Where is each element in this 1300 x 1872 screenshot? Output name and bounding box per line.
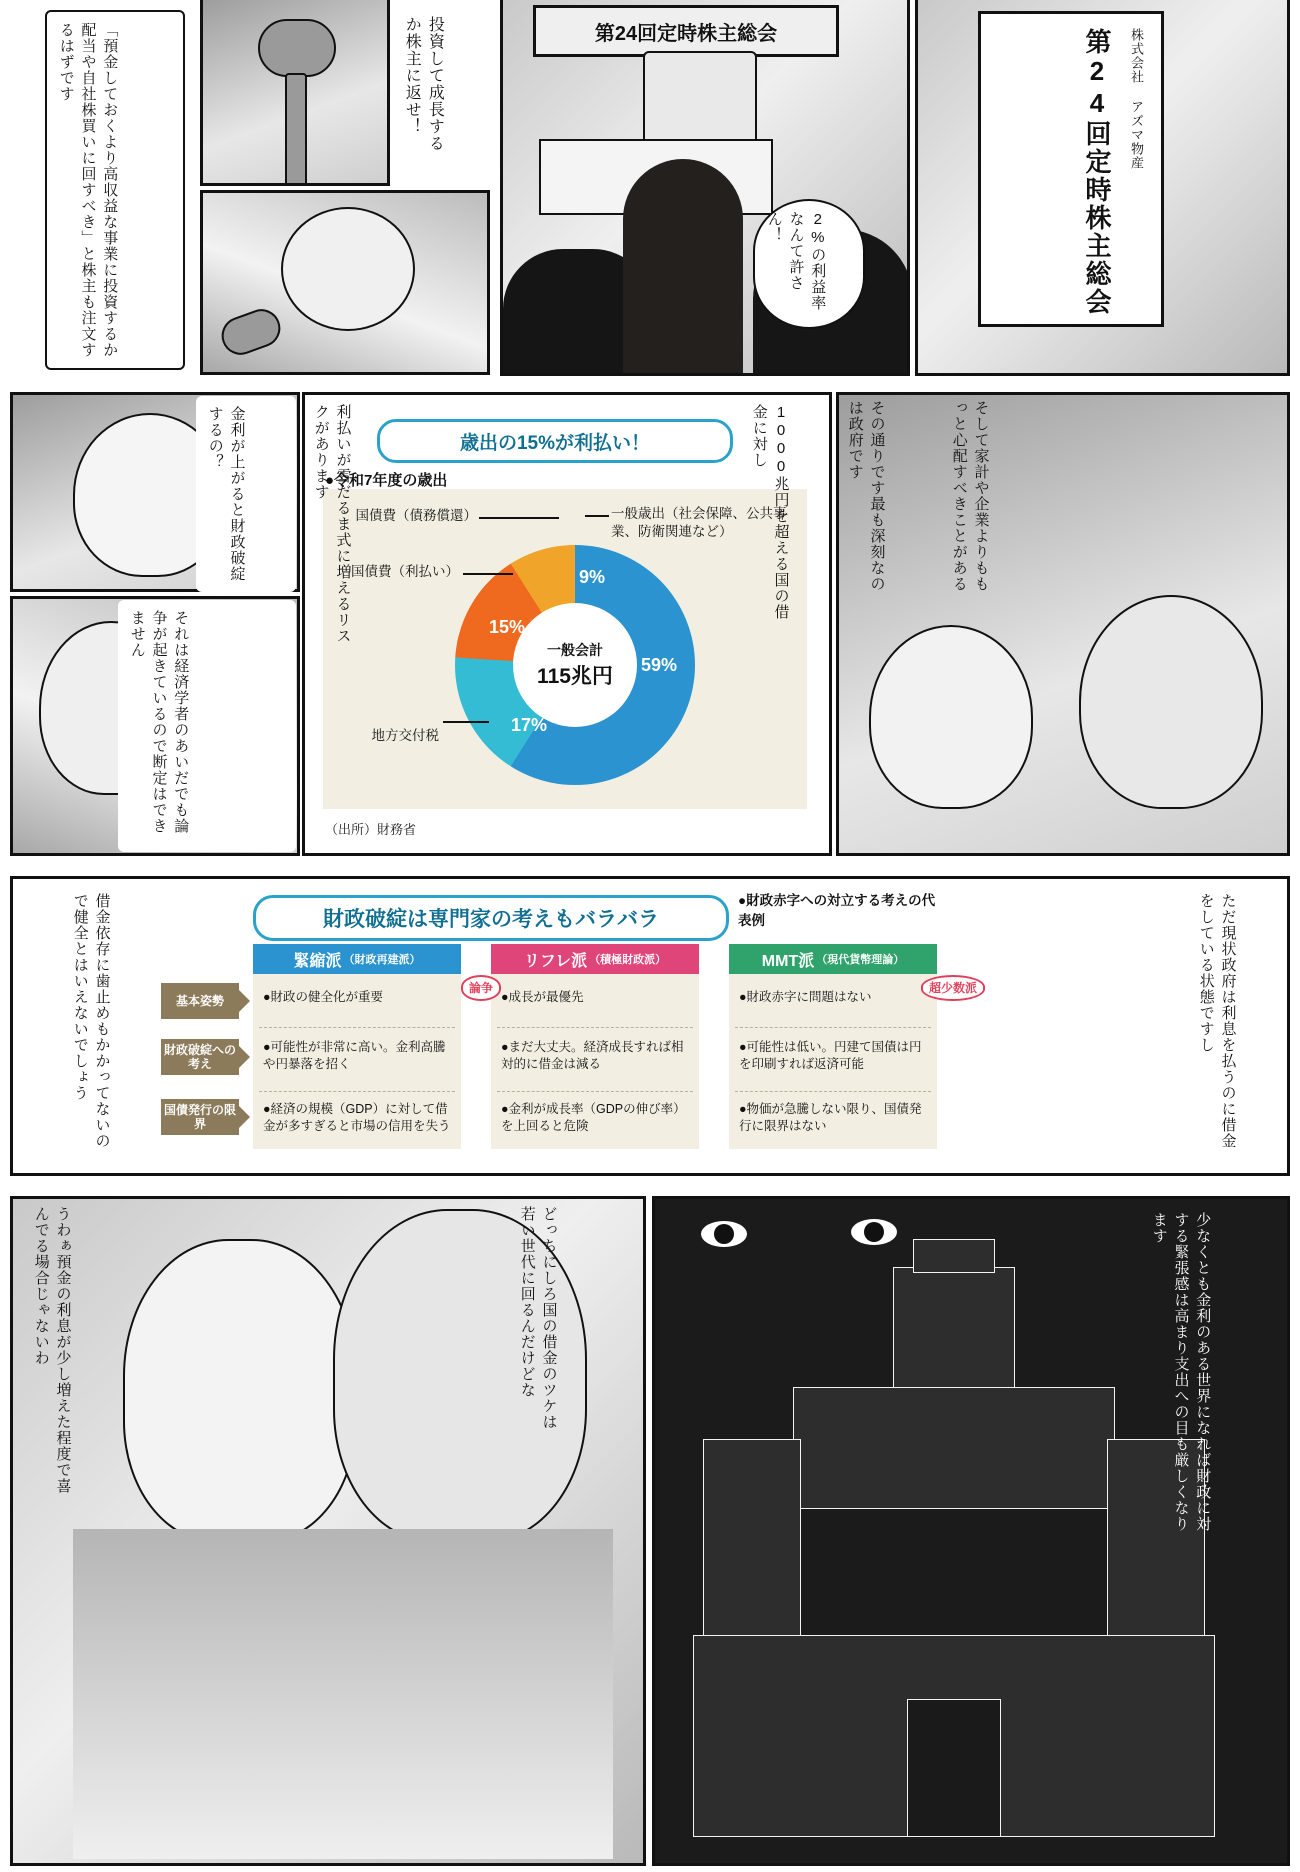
panel-sweating-man (200, 190, 490, 375)
cell-austerity-1: ●財政の健全化が重要 (263, 990, 384, 1004)
bubble-shareholder-demand (45, 10, 185, 370)
stage-screen-title: 第24回定時株主総会 (594, 22, 778, 45)
side-text-not-sound (69, 893, 153, 1159)
text-fiscal-tension (1148, 1212, 1274, 1542)
eye-right-icon (851, 1219, 897, 1245)
diet-building-center-roof (913, 1239, 995, 1273)
bubble-man-bottom-text: どっちにしろ国の借金のツケは若い世代に回るんだけどな (518, 1206, 558, 1430)
slice-label-local-tax: 17% (511, 715, 548, 735)
side-text-not-sound-content: 借金依存に歯止めもかかってないので健全とはいえないでしょう (71, 893, 111, 1149)
row-label-basic-stance: 基本姿勢 (161, 983, 239, 1019)
bubble-man-answer-text: それは経済学者のあいだでも論争が起きているので断定はできません (128, 610, 190, 834)
cell-austerity-2: ●可能性が非常に高い。金利高騰や円暴落を招く (263, 1040, 446, 1071)
column-reflation-tag (491, 944, 699, 974)
side-text-current-state (1195, 893, 1279, 1155)
chart-title: 歳出の15%が利払い！ (377, 419, 733, 463)
expenditure-infographic (305, 395, 825, 853)
microphone-icon (258, 19, 336, 77)
callout-line-interest (463, 573, 513, 575)
column-austerity (253, 945, 461, 1149)
shoulder-shadow-art (73, 1529, 613, 1859)
bubble-shareholder-anger-text: 2%の利益率なんて許さん！ (765, 211, 827, 311)
cell-reflation-2: ●まだ大丈夫。経済成長すれば相対的に借金は減る (501, 1040, 684, 1071)
text-worry-about-government-content: そして家計や企業よりももっと心配すべきことがある (950, 400, 990, 592)
column-reflation-name: リフレ派 (523, 952, 588, 970)
column-mmt-tag (729, 944, 937, 974)
bubble-shareholder-demand-text: 「預金しておくより高収益な事業に投資するか配当や自社株買いに回すべき」と株主も注文するはずです (57, 22, 119, 358)
cell-austerity-3: ●経済の規模（GDP）に対して借金が多すぎると市場の信用を失う (263, 1102, 451, 1133)
meeting-signboard (978, 11, 1164, 327)
diet-building-entrance (907, 1699, 1001, 1837)
cell-reflation-1: ●成長が最優先 (501, 990, 584, 1004)
row-label-default-view: 財政破綻への考え (161, 1039, 239, 1075)
text-snowball-risk-content: 利払いが雪だるま式に増えるリスクがあります (312, 404, 352, 644)
text-government-is-serious-content: その通りです最も深刻なのは政府です (846, 400, 886, 592)
signboard-company: 株式会社 アズマ物産 (1129, 28, 1144, 170)
divider-austerity-2 (259, 1091, 455, 1092)
bubble-invest-or-return-text: 投資して成長するか株主に返せ！ (403, 16, 444, 152)
comparison-note-text: ●財政赤字への対立する考えの代表例 (738, 893, 936, 928)
donut-center-line2: 115兆円 (537, 665, 613, 688)
bubble-invest-or-return (392, 6, 488, 176)
executive-face-art (281, 207, 415, 331)
text-fiscal-tension-content: 少なくとも金利のある世界になれば財政に対する緊張感は高まり支出への目も厳しくなります (1150, 1212, 1212, 1532)
column-austerity-tag (253, 944, 461, 974)
stamp-debate: 論争 (461, 975, 501, 1001)
slice-label-interest-payment: 9% (579, 567, 606, 587)
divider-mmt-2 (735, 1091, 931, 1092)
panel-comparison (10, 876, 1290, 1176)
callout-line-local (443, 721, 489, 723)
audience-silhouette-mid (623, 159, 743, 375)
bubble-woman-bottom (30, 1206, 140, 1506)
donut-center-line1: 一般会計 (547, 642, 603, 658)
bubble-man-bottom (516, 1206, 632, 1436)
divider-austerity-1 (259, 1027, 455, 1028)
stamp-minority: 超少数派 (921, 975, 985, 1001)
stage-screen (533, 5, 839, 57)
column-mmt (729, 945, 937, 1149)
column-reflation-sub: （積極財政派） (589, 954, 667, 966)
diet-building-left-wing (703, 1439, 801, 1641)
text-snowball-risk (310, 404, 380, 654)
cell-reflation-3: ●金利が成長率（GDPの伸び率）を上回ると危険 (501, 1102, 686, 1133)
text-national-debt-scale-content: 1000兆円を超える国の借金に対し (750, 404, 790, 620)
man-a-face-art (869, 625, 1033, 809)
column-reflation (491, 945, 699, 1149)
cell-mmt-2: ●可能性は低い。円建て国債は円を印刷すれば返済可能 (739, 1040, 922, 1071)
divider-mmt-1 (735, 1027, 931, 1028)
chart-card (323, 489, 807, 809)
microphone-stand (285, 73, 307, 186)
eye-left-icon (701, 1221, 747, 1247)
callout-interest-payment: 国債費（利払い） (351, 564, 459, 579)
bubble-man-answer (118, 600, 296, 852)
diet-building-center-tower (893, 1267, 1015, 1389)
comparison-title: 財政破綻は専門家の考えもバラバラ (253, 895, 729, 941)
text-worry-about-government (948, 400, 1040, 600)
callout-local-allocation-tax: 地方交付税 (371, 728, 439, 743)
panel-meeting-banner (915, 0, 1290, 376)
text-government-is-serious (844, 400, 936, 600)
bubble-woman-question-text: 金利が上がると財政破綻するの？ (206, 406, 246, 582)
side-text-current-state-content: ただ現状政府は利息を払うのに借金をしている状態ですし (1197, 893, 1237, 1149)
bubble-woman-bottom-text: うわぁ預金の利息が少し増えた程度で喜んでる場合じゃないわ (32, 1206, 72, 1494)
signboard-title: 第24回定時株主総会 (1082, 28, 1112, 316)
donut-center-label (513, 603, 637, 727)
chart-source: （出所）財務省 (325, 822, 417, 837)
man-b-face-art (1079, 595, 1263, 809)
comparison-note (738, 891, 938, 930)
chart-subtitle: ●令和7年度の歳出 (325, 472, 448, 489)
row-label-issuance-limit: 国債発行の限界 (161, 1099, 239, 1135)
cell-mmt-1: ●財政赤字に問題はない (739, 990, 872, 1004)
column-mmt-sub: （現代貨幣理論） (816, 954, 905, 966)
callout-line-redemption (479, 517, 559, 519)
callout-debt-redemption: 国債費（債務償還） (355, 508, 477, 523)
callout-line-general (585, 515, 609, 517)
cell-mmt-3: ●物価が急騰しない限り、国債発行に限界はない (739, 1102, 922, 1133)
donut-chart (455, 545, 695, 785)
panel-top-left-art (200, 0, 390, 186)
divider-reflation-2 (497, 1091, 693, 1092)
bubble-shareholder-anger (753, 199, 865, 329)
diet-building-main-block (793, 1387, 1115, 1509)
comparison-infographic (13, 879, 1287, 1173)
bubble-woman-question (196, 396, 296, 592)
callout-general-expenditure: 一般歳出（社会保障、公共事業、防衛関連など） (611, 506, 787, 540)
column-austerity-name: 緊縮派 (293, 952, 342, 970)
woman-profile-art (123, 1239, 357, 1543)
divider-reflation-1 (497, 1027, 693, 1028)
panel-shareholders-meeting (500, 0, 910, 376)
slice-label-general: 59% (641, 655, 678, 675)
column-austerity-sub: （財政再建派） (343, 954, 421, 966)
text-national-debt-scale (748, 404, 818, 634)
column-mmt-name: MMT派 (761, 952, 815, 970)
slice-label-debt-redemption: 15% (489, 617, 526, 637)
